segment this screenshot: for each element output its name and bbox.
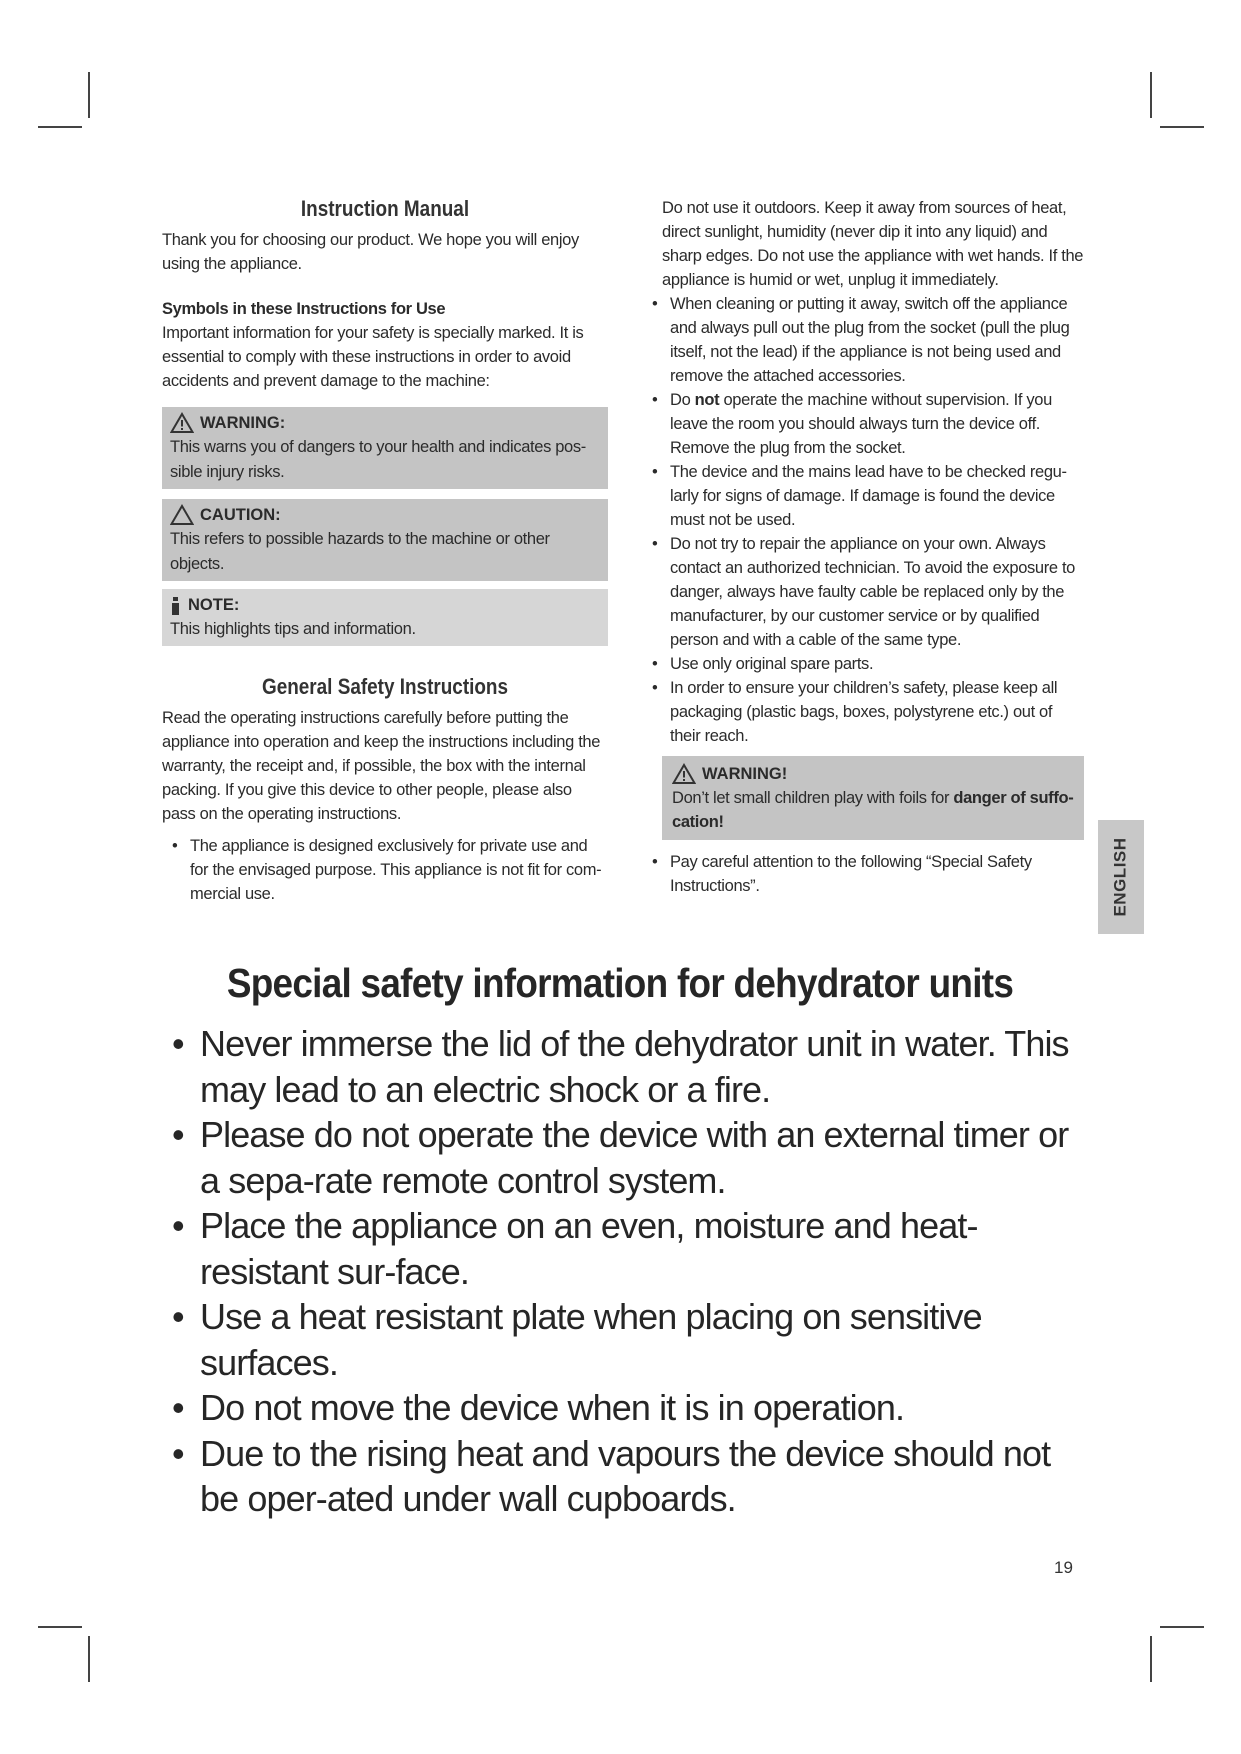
note-text: This highlights tips and information. bbox=[170, 620, 416, 638]
list-item: • Pay careful attention to the following “Special Safety Instructions”. bbox=[652, 853, 1032, 895]
list-item: • Never immerse the lid of the dehydrator unit in water. This may lead to an electric shock or a fire. bbox=[172, 1023, 1069, 1110]
list-item: • Do not operate the machine without supervision. If you leave the room you should always turn the device off. Remove the plug from the socket. bbox=[652, 391, 1052, 457]
crop-mark bbox=[1150, 1636, 1152, 1682]
crop-mark bbox=[38, 126, 82, 128]
crop-mark bbox=[1160, 126, 1204, 128]
list-item: • In order to ensure your children’s safety, please keep all packaging (plastic bags, boxes, polystyrene etc.) out of their reach. bbox=[652, 679, 1058, 745]
list-item: • Do not try to repair the appliance on your own. Always contact an authorized technician. To avoid the exposure to danger, always have faulty cable be replaced only by the manufacturer, by our customer service or by qualified person and with a cable of the same type. bbox=[652, 535, 1076, 649]
list-item: • When cleaning or putting it away, switch off the appliance and always pull out the plug from the socket (pull the plug itself, not the lead) if the appliance is not being used and remove the attached accessories. bbox=[652, 295, 1070, 385]
warning-triangle-icon bbox=[170, 412, 194, 434]
caution-text: This refers to possible hazards to the machine or other objects. bbox=[170, 530, 550, 573]
language-label: ENGLISH bbox=[1111, 837, 1130, 917]
warning-box bbox=[162, 407, 608, 489]
warning2-text: Don’t let small children play with foils for danger of suffo-cation! bbox=[672, 789, 1074, 831]
list-item: • Use only original spare parts. bbox=[652, 655, 874, 673]
symbols-heading: Symbols in these Instructions for Use bbox=[162, 300, 446, 318]
list-item: • The device and the mains lead have to be checked regu-larly for signs of damage. If damage is found the device must not be used. bbox=[652, 463, 1067, 529]
general-safety-text: Read the operating instructions carefully before putting the appliance into operation and keep the instructions including the warranty, the receipt and, if possible, the box with the internal packing. If you give this device to other people, please also pass on the operating instructions. bbox=[162, 709, 601, 823]
crop-mark bbox=[1150, 72, 1152, 118]
warning2-label: WARNING! bbox=[702, 765, 788, 783]
left-column bbox=[162, 196, 608, 906]
warning-text: This warns you of dangers to your health and indicates pos-sible injury risks. bbox=[170, 438, 586, 481]
caution-label: CAUTION: bbox=[200, 506, 281, 524]
list-item: • The appliance is designed exclusively for private use and for the envisaged purpose. This appliance is not fit for com-mercial use. bbox=[172, 837, 602, 903]
list-item: • Place the appliance on an even, moisture and heat-resistant sur-face. bbox=[172, 1205, 978, 1292]
page-number: 19 bbox=[1054, 1558, 1073, 1577]
list-item: • Please do not operate the device with an external timer or a sepa-rate remote control system. bbox=[172, 1114, 1069, 1201]
list-item: • Use a heat resistant plate when placing on sensitive surfaces. bbox=[172, 1296, 982, 1383]
intro-text: Thank you for choosing our product. We hope you will enjoy using the appliance. bbox=[162, 231, 579, 273]
note-box bbox=[162, 589, 608, 646]
special-safety-heading: Special safety information for dehydrator units bbox=[226, 960, 1014, 1006]
right-column bbox=[642, 196, 1084, 898]
general-safety-heading: General Safety Instructions bbox=[261, 674, 509, 699]
note-label: NOTE: bbox=[188, 596, 240, 614]
crop-mark bbox=[88, 72, 90, 118]
caution-box bbox=[162, 499, 608, 581]
children-warning-box bbox=[662, 756, 1084, 840]
list-item: • Do not move the device when it is in operation. bbox=[172, 1387, 905, 1428]
info-icon bbox=[170, 594, 182, 616]
continuation-text: Do not use it outdoors. Keep it away from sources of heat, direct sunlight, humidity (never dip it into any liquid) and sharp edges. Do not use the appliance with wet hands. If the appliance is humid or wet, unplug it immediately. bbox=[662, 199, 1084, 289]
crop-mark bbox=[88, 1636, 90, 1682]
caution-triangle-icon bbox=[170, 504, 194, 526]
crop-mark bbox=[38, 1626, 82, 1628]
list-item: • Due to the rising heat and vapours the device should not be oper-ated under wall cupboards. bbox=[172, 1432, 1051, 1519]
language-tab bbox=[1098, 820, 1144, 934]
instruction-manual-heading: Instruction Manual bbox=[300, 196, 470, 221]
warning-label: WARNING: bbox=[200, 414, 286, 432]
crop-mark bbox=[1160, 1626, 1204, 1628]
warning-triangle-icon bbox=[672, 763, 696, 785]
symbols-text: Important information for your safety is specially marked. It is essential to comply with these instructions in order to avoid accidents and prevent damage to the machine: bbox=[162, 324, 584, 390]
special-safety-section bbox=[160, 960, 1080, 1522]
